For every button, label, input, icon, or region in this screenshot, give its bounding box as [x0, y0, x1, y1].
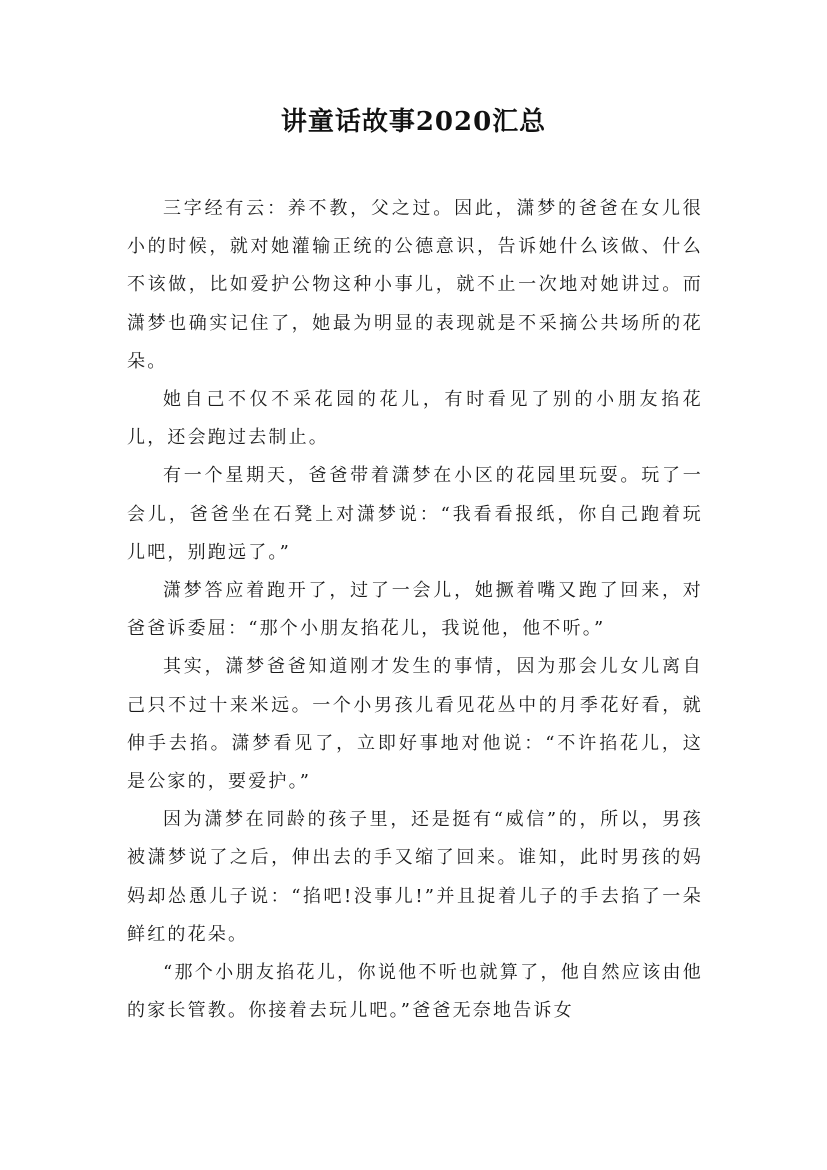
- paragraph: 因为潇梦在同龄的孩子里，还是挺有“威信”的，所以，男孩被潇梦说了之后，伸出去的手又缩了回来。谁知，此时男孩的妈妈却怂恿儿子说：“掐吧!没事儿!”并且捉着儿子的手去掐了一朵鲜红的花朵。: [127, 809, 703, 945]
- document-title: 讲童话故事2020汇总: [280, 107, 547, 137]
- paragraph: 她自己不仅不采花园的花儿，有时看见了别的小朋友掐花儿，还会跑过去制止。: [127, 389, 703, 449]
- paragraph: 潇梦答应着跑开了，过了一会儿，她撅着嘴又跑了回来，对爸爸诉委屈：“那个小朋友掐花儿，我说他，他不听。”: [127, 580, 703, 640]
- paragraph: 有一个星期天，爸爸带着潇梦在小区的花园里玩耍。玩了一会儿，爸爸坐在石凳上对潇梦说：“我看看报纸，你自己跑着玩儿吧，别跑远了。”: [127, 465, 703, 563]
- document-body: [127, 190, 703, 1030]
- paragraph: 三字经有云：养不教，父之过。因此，潇梦的爸爸在女儿很小的时候，就对她灌输正统的公德意识，告诉她什么该做、什么不该做，比如爱护公物这种小事儿，就不止一次地对她讲过。而潇梦也确实记住了，她最为明显的表现就是不采摘公共场所的花朵。: [127, 198, 703, 372]
- paragraph: “那个小朋友掐花儿，你说他不听也就算了，他自然应该由他的家长管教。你接着去玩儿吧。”爸爸无奈地告诉女: [127, 962, 703, 1022]
- paragraph: 其实，潇梦爸爸知道刚才发生的事情，因为那会儿女儿离自己只不过十来米远。一个小男孩儿看见花丛中的月季花好看，就伸手去掐。潇梦看见了，立即好事地对他说：“不许掐花儿，这是公家的，要爱护。”: [127, 656, 703, 793]
